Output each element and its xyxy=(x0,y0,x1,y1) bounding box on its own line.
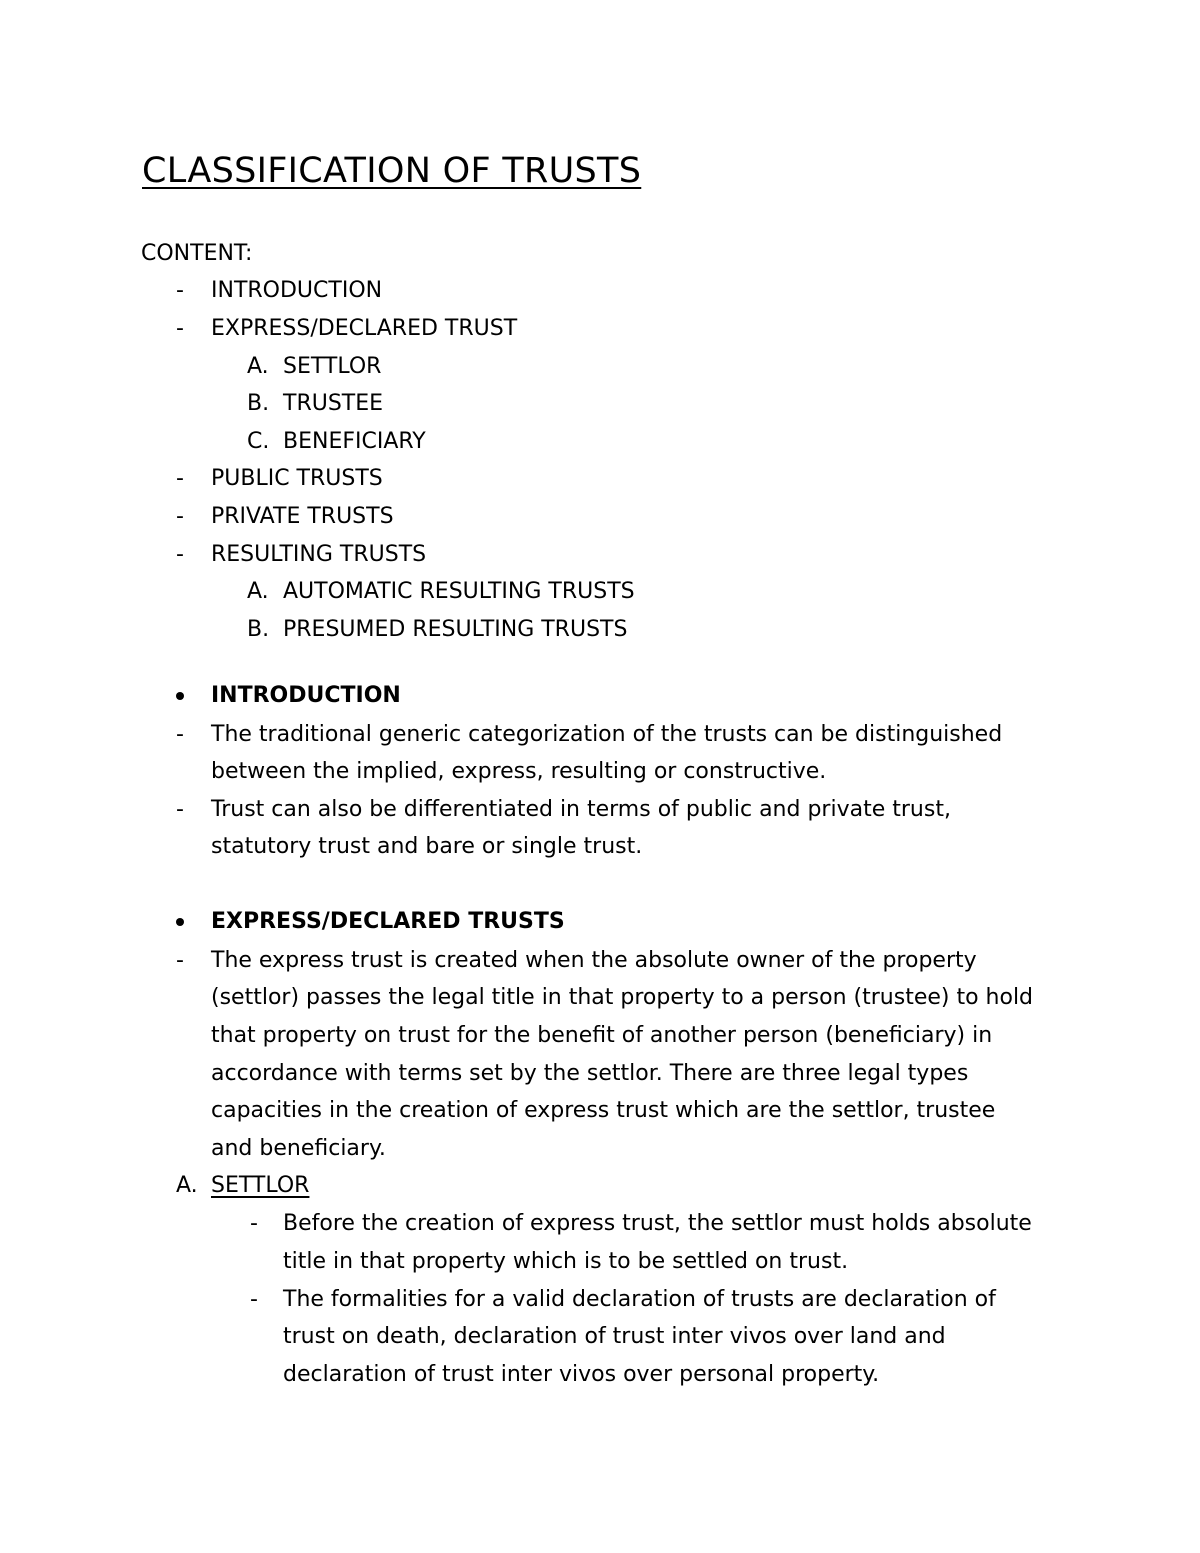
toc-item-express: EXPRESS/DECLARED TRUST xyxy=(211,316,518,341)
paragraph-line: declaration of trust inter vivos over personal property. xyxy=(283,1362,880,1387)
toc-item-resulting: RESULTING TRUSTS xyxy=(211,542,427,567)
paragraph-line: that property on trust for the benefit of another person (beneficiary) in xyxy=(211,1023,993,1048)
toc-subitem-presumed: PRESUMED RESULTING TRUSTS xyxy=(283,617,628,642)
list-dash: - xyxy=(250,1287,258,1312)
paragraph-line: and beneficiary. xyxy=(211,1136,386,1161)
paragraph-line: The formalities for a valid declaration of trusts are declaration of xyxy=(283,1287,996,1312)
toc-subitem-trustee: TRUSTEE xyxy=(283,391,384,416)
paragraph-line: The traditional generic categorization of the trusts can be distinguished xyxy=(211,722,1003,747)
list-dash: - xyxy=(176,948,184,973)
paragraph-line: (settlor) passes the legal title in that property to a person (trustee) to hold xyxy=(211,985,1034,1010)
toc-subitem-beneficiary: BENEFICIARY xyxy=(283,429,426,454)
paragraph-line: trust on death, declaration of trust inter vivos over land and xyxy=(283,1324,946,1349)
list-dash: - xyxy=(176,466,184,491)
toc-subitem-letter: C. xyxy=(247,429,270,454)
list-dash: - xyxy=(176,797,184,822)
toc-subitem-automatic: AUTOMATIC RESULTING TRUSTS xyxy=(283,579,635,604)
toc-subitem-letter: A. xyxy=(247,354,269,379)
list-dash: - xyxy=(176,504,184,529)
paragraph-line: Before the creation of express trust, the settlor must holds absolute xyxy=(283,1211,1032,1236)
paragraph-line: Trust can also be differentiated in terms of public and private trust, xyxy=(211,797,951,822)
toc-item-private: PRIVATE TRUSTS xyxy=(211,504,394,529)
bullet-icon xyxy=(176,692,184,700)
list-dash: - xyxy=(176,722,184,747)
paragraph-line: accordance with terms set by the settlor. There are three legal types xyxy=(211,1061,969,1086)
list-dash: - xyxy=(176,316,184,341)
bullet-icon xyxy=(176,918,184,926)
toc-subitem-letter: A. xyxy=(247,579,269,604)
list-dash: - xyxy=(250,1211,258,1236)
paragraph-line: The express trust is created when the absolute owner of the property xyxy=(211,948,977,973)
list-dash: - xyxy=(176,278,184,303)
paragraph-line: between the implied, express, resulting or constructive. xyxy=(211,759,827,784)
paragraph-line: statutory trust and bare or single trust. xyxy=(211,834,643,859)
list-dash: - xyxy=(176,542,184,567)
content-label: CONTENT: xyxy=(141,241,253,266)
toc-subitem-settlor: SETTLOR xyxy=(283,354,382,379)
document-title: CLASSIFICATION OF TRUSTS xyxy=(142,151,642,191)
toc-subitem-letter: B. xyxy=(247,391,270,416)
section-heading-introduction: INTRODUCTION xyxy=(211,683,401,708)
subsection-title-settlor: SETTLOR xyxy=(211,1173,310,1198)
paragraph-line: capacities in the creation of express trust which are the settlor, trustee xyxy=(211,1098,996,1123)
toc-item-public: PUBLIC TRUSTS xyxy=(211,466,383,491)
subsection-letter: A. xyxy=(176,1173,198,1198)
section-heading-express: EXPRESS/DECLARED TRUSTS xyxy=(211,909,565,934)
toc-item-introduction: INTRODUCTION xyxy=(211,278,383,303)
toc-subitem-letter: B. xyxy=(247,617,270,642)
paragraph-line: title in that property which is to be settled on trust. xyxy=(283,1249,849,1274)
